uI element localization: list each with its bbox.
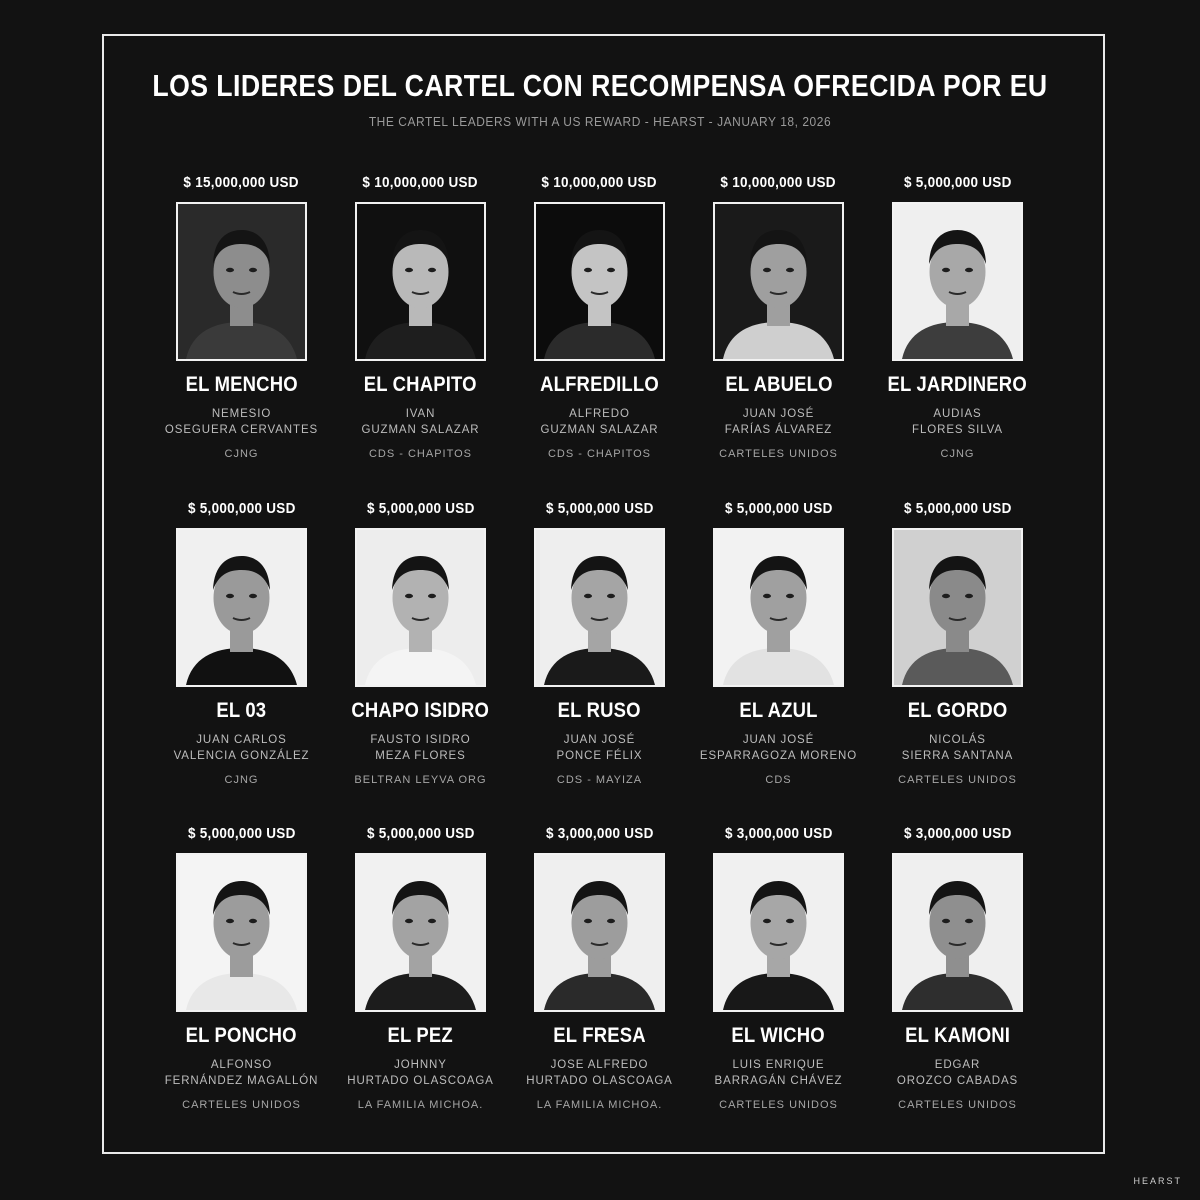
- leader-photo: [713, 202, 844, 361]
- left-eye: [405, 593, 413, 597]
- leader-alias: EL KAMONI: [905, 1024, 1010, 1047]
- name-line-last: HURTADO OLASCOAGA: [526, 1075, 673, 1087]
- name-line-last: GUZMAN SALAZAR: [540, 424, 659, 436]
- reward-amount: $ 3,000,000 USD: [724, 825, 833, 842]
- left-eye: [584, 919, 592, 923]
- leader-card: [689, 494, 868, 820]
- leader-organization: CDS - MAYIZA: [556, 773, 643, 786]
- leader-full-name: [370, 732, 470, 764]
- portrait-silhouette: [894, 204, 1021, 359]
- leader-alias: EL PONCHO: [185, 1024, 298, 1047]
- poster-title: LOS LIDERES DEL CARTEL CON RECOMPENSA OFRECIDA POR EU: [152, 68, 1048, 103]
- left-eye: [405, 919, 413, 923]
- portrait-silhouette: [357, 530, 484, 685]
- name-line-last: FERNÁNDEZ MAGALLÓN: [164, 1075, 319, 1087]
- poster-subtitle: THE CARTEL LEADERS WITH A US REWARD - HEARST - JANUARY 18, 2026: [368, 114, 832, 129]
- name-line-first: JUAN JOSÉ: [742, 408, 815, 420]
- reward-amount: $ 10,000,000 USD: [362, 174, 479, 191]
- right-eye: [965, 593, 973, 597]
- leader-photo: [534, 528, 665, 687]
- left-eye: [763, 268, 771, 272]
- name-line-last: MEZA FLORES: [375, 749, 466, 762]
- leader-organization: CARTELES UNIDOS: [719, 1099, 838, 1111]
- left-eye: [942, 919, 950, 923]
- leader-photo: [892, 202, 1023, 361]
- leader-alias: EL CHAPITO: [363, 373, 477, 396]
- leader-photo: [892, 528, 1023, 687]
- portrait-silhouette: [536, 204, 663, 359]
- leader-photo: [355, 853, 486, 1012]
- left-eye: [763, 593, 771, 597]
- name-line-first: FAUSTO ISIDRO: [370, 733, 471, 746]
- leader-alias: EL FRESA: [553, 1024, 646, 1047]
- leader-full-name: [361, 406, 479, 438]
- right-eye: [965, 919, 973, 923]
- leader-photo: [176, 202, 307, 361]
- leader-organization: CARTELES UNIDOS: [898, 1099, 1017, 1111]
- leader-organization: CDS - CHAPITOS: [547, 448, 652, 460]
- leader-organization: CARTELES UNIDOS: [182, 1099, 301, 1111]
- portrait-silhouette: [536, 530, 663, 685]
- leader-alias: EL AZUL: [739, 698, 818, 722]
- portrait-silhouette: [894, 855, 1021, 1010]
- reward-amount: $ 3,000,000 USD: [903, 825, 1012, 842]
- name-line-last: GUZMAN SALAZAR: [361, 424, 480, 436]
- name-line-first: JOHNNY: [394, 1059, 447, 1071]
- leader-alias: EL WICHO: [731, 1024, 826, 1047]
- right-eye: [428, 593, 436, 597]
- name-line-first: JUAN JOSÉ: [563, 733, 636, 746]
- leader-photo: [892, 853, 1023, 1012]
- portrait-silhouette: [178, 855, 305, 1010]
- portrait-silhouette: [357, 204, 484, 359]
- name-line-last: HURTADO OLASCOAGA: [347, 1075, 494, 1087]
- right-eye: [249, 593, 257, 597]
- hearst-logo: HEARST: [1133, 1176, 1182, 1186]
- portrait-silhouette: [178, 530, 305, 685]
- portrait-silhouette: [357, 855, 484, 1010]
- leader-full-name: [912, 406, 1003, 438]
- leaders-grid: [152, 168, 1047, 1145]
- leader-card: [331, 819, 510, 1145]
- leader-card: [868, 494, 1047, 820]
- leader-alias: EL RUSO: [557, 698, 642, 722]
- leader-card: [868, 819, 1047, 1145]
- left-eye: [405, 268, 413, 272]
- name-line-first: LUIS ENRIQUE: [732, 1059, 825, 1071]
- name-line-first: ALFREDO: [569, 408, 630, 420]
- leader-alias: EL MENCHO: [185, 373, 298, 396]
- leader-card: [510, 819, 689, 1145]
- left-eye: [584, 593, 592, 597]
- leader-organization: LA FAMILIA MICHOA.: [357, 1099, 484, 1111]
- leader-organization: CARTELES UNIDOS: [719, 448, 838, 460]
- name-line-last: FLORES SILVA: [912, 424, 1003, 436]
- name-line-first: AUDIAS: [933, 408, 982, 420]
- portrait-silhouette: [178, 204, 305, 359]
- leader-full-name: [557, 732, 643, 764]
- leader-full-name: [165, 406, 318, 438]
- leader-photo: [713, 528, 844, 687]
- name-line-last: ESPARRAGOZA MORENO: [699, 749, 858, 762]
- leader-organization: BELTRAN LEYVA ORG: [354, 773, 487, 786]
- leader-organization: LA FAMILIA MICHOA.: [536, 1099, 663, 1111]
- right-eye: [965, 268, 973, 272]
- name-line-first: NICOLÁS: [929, 733, 986, 746]
- right-eye: [786, 593, 794, 597]
- portrait-silhouette: [715, 855, 842, 1010]
- portrait-silhouette: [715, 204, 842, 359]
- right-eye: [607, 593, 615, 597]
- leader-photo: [534, 202, 665, 361]
- right-eye: [607, 268, 615, 272]
- reward-amount: $ 10,000,000 USD: [541, 174, 658, 191]
- leader-alias: EL PEZ: [387, 1024, 454, 1047]
- leader-alias: EL GORDO: [907, 698, 1008, 722]
- right-eye: [428, 919, 436, 923]
- name-line-first: JUAN CARLOS: [196, 733, 287, 746]
- leader-card: [152, 494, 331, 820]
- leader-card: [510, 168, 689, 494]
- leader-full-name: [902, 732, 1013, 764]
- reward-amount: $ 15,000,000 USD: [183, 174, 300, 191]
- reward-amount: $ 5,000,000 USD: [903, 499, 1012, 517]
- leader-full-name: [897, 1057, 1018, 1089]
- leader-organization: CDS: [765, 773, 792, 786]
- leader-card: [868, 168, 1047, 494]
- name-line-first: NEMESIO: [211, 408, 272, 420]
- leader-alias: CHAPO ISIDRO: [351, 698, 490, 722]
- right-eye: [607, 919, 615, 923]
- left-eye: [584, 268, 592, 272]
- reward-amount: $ 5,000,000 USD: [187, 825, 296, 842]
- right-eye: [786, 268, 794, 272]
- leader-organization: CARTELES UNIDOS: [898, 773, 1017, 786]
- leader-organization: CJNG: [224, 773, 259, 786]
- leader-organization: CJNG: [940, 448, 975, 460]
- portrait-silhouette: [715, 530, 842, 685]
- leader-full-name: [540, 406, 658, 438]
- name-line-last: FARÍAS ÁLVAREZ: [724, 424, 833, 436]
- leader-organization: CJNG: [224, 448, 259, 460]
- right-eye: [249, 268, 257, 272]
- leader-card: [331, 494, 510, 820]
- leader-card: [152, 168, 331, 494]
- name-line-first: EDGAR: [934, 1059, 981, 1071]
- name-line-last: OROZCO CABADAS: [896, 1075, 1019, 1087]
- left-eye: [763, 919, 771, 923]
- leader-full-name: [165, 1057, 319, 1089]
- leader-alias: EL ABUELO: [724, 373, 833, 396]
- leader-full-name: [347, 1057, 494, 1089]
- portrait-silhouette: [894, 530, 1021, 685]
- name-line-first: JOSE ALFREDO: [550, 1059, 649, 1071]
- name-line-first: ALFONSO: [210, 1059, 273, 1071]
- left-eye: [226, 919, 234, 923]
- reward-amount: $ 5,000,000 USD: [366, 825, 475, 842]
- reward-amount: $ 5,000,000 USD: [545, 499, 654, 517]
- left-eye: [942, 268, 950, 272]
- leader-full-name: [526, 1057, 673, 1089]
- leader-full-name: [715, 1057, 843, 1089]
- reward-amount: $ 5,000,000 USD: [903, 174, 1012, 191]
- right-eye: [249, 919, 257, 923]
- name-line-first: JUAN JOSÉ: [742, 733, 815, 746]
- leader-card: [331, 168, 510, 494]
- leader-alias: EL JARDINERO: [887, 373, 1028, 396]
- reward-amount: $ 5,000,000 USD: [366, 499, 475, 517]
- leader-photo: [355, 528, 486, 687]
- leader-photo: [176, 528, 307, 687]
- left-eye: [226, 593, 234, 597]
- name-line-last: PONCE FÉLIX: [556, 749, 643, 762]
- name-line-last: SIERRA SANTANA: [901, 749, 1014, 762]
- reward-amount: $ 5,000,000 USD: [724, 499, 833, 517]
- name-line-first: IVAN: [405, 408, 436, 420]
- leader-card: [510, 494, 689, 820]
- left-eye: [226, 268, 234, 272]
- leader-alias: EL 03: [216, 698, 267, 722]
- leader-photo: [355, 202, 486, 361]
- leader-photo: [713, 853, 844, 1012]
- name-line-last: OSEGUERA CERVANTES: [164, 424, 319, 436]
- right-eye: [786, 919, 794, 923]
- leader-organization: CDS - CHAPITOS: [368, 448, 473, 460]
- reward-amount: $ 3,000,000 USD: [545, 825, 654, 842]
- leader-card: [689, 168, 868, 494]
- reward-amount: $ 5,000,000 USD: [187, 499, 296, 517]
- reward-amount: $ 10,000,000 USD: [720, 174, 837, 191]
- left-eye: [942, 593, 950, 597]
- leader-photo: [176, 853, 307, 1012]
- leader-full-name: [174, 732, 310, 764]
- portrait-silhouette: [536, 855, 663, 1010]
- name-line-last: BARRAGÁN CHÁVEZ: [714, 1075, 843, 1087]
- leader-full-name: [700, 732, 857, 764]
- right-eye: [428, 268, 436, 272]
- leader-alias: ALFREDILLO: [540, 373, 659, 396]
- leader-photo: [534, 853, 665, 1012]
- name-line-last: VALENCIA GONZÁLEZ: [173, 749, 310, 762]
- leader-card: [689, 819, 868, 1145]
- leader-card: [152, 819, 331, 1145]
- leader-full-name: [725, 406, 832, 438]
